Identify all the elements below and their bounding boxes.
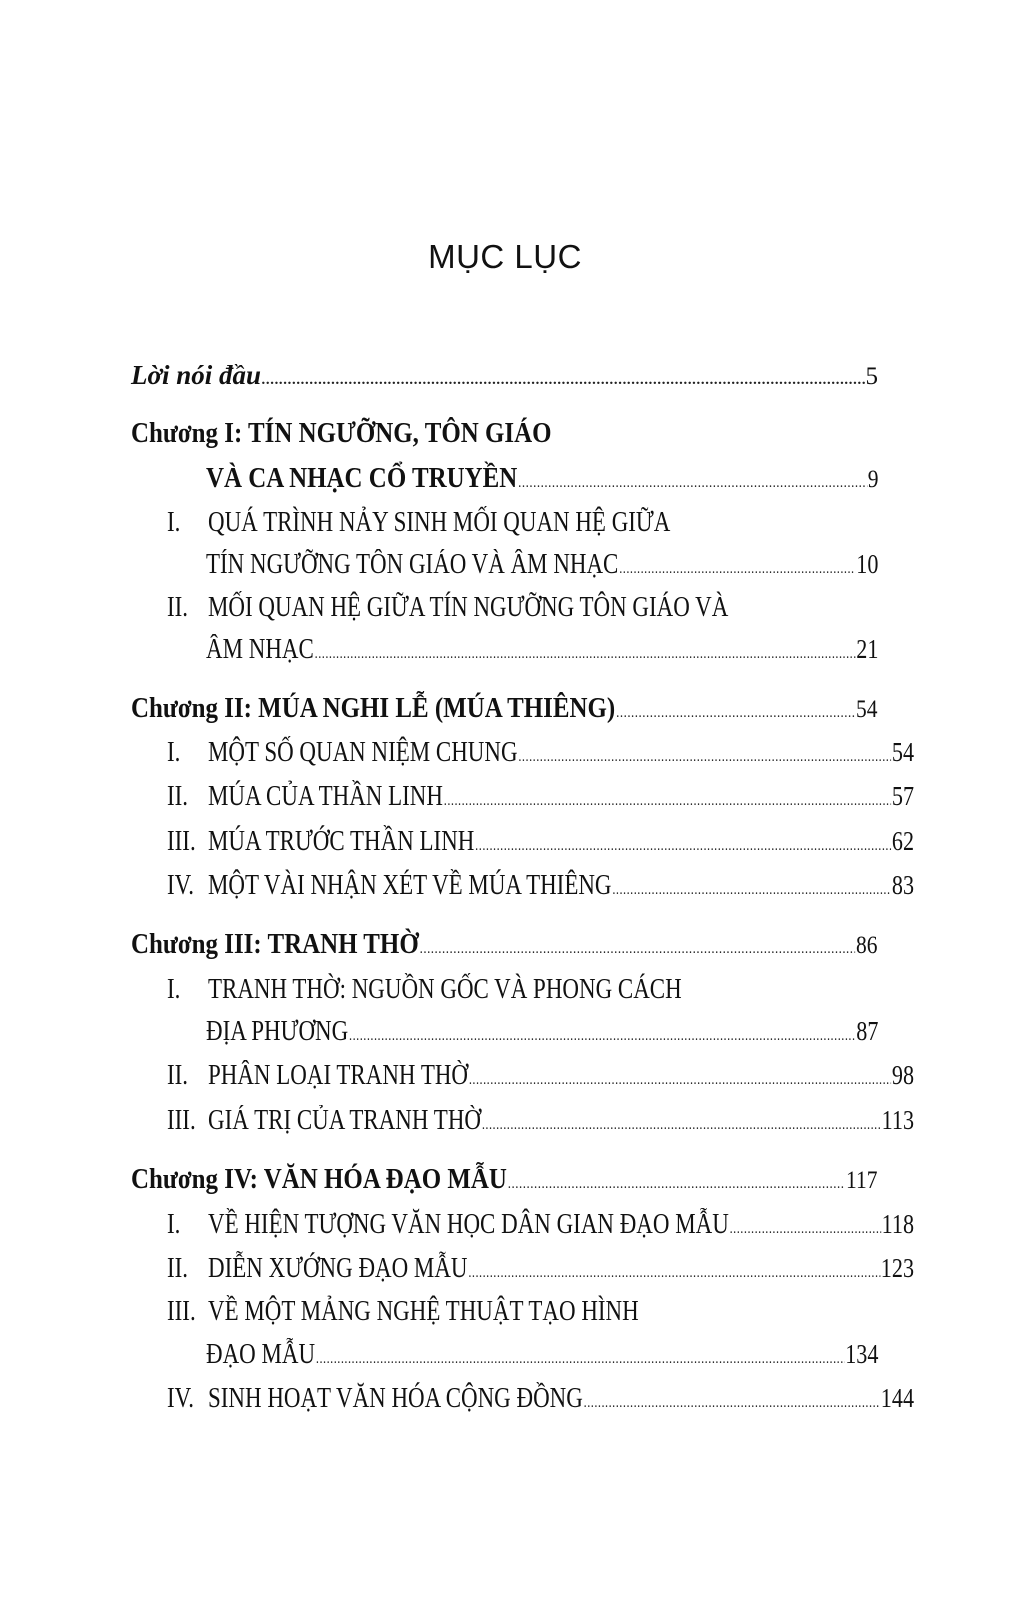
chapter-title: Chương II: MÚA NGHI LỄ (MÚA THIÊNG) <box>131 692 616 724</box>
section-number: II. <box>167 1060 189 1091</box>
toc-page-number: 54 <box>891 737 915 767</box>
toc-page-number: 86 <box>855 932 878 959</box>
section-title: SINH HOẠT VĂN HÓA CỘNG ĐỒNG <box>208 1383 583 1414</box>
section-number: IV. <box>167 870 195 901</box>
section-number: IV. <box>167 1383 195 1414</box>
section-number: II. <box>167 781 189 812</box>
chapter-title: Chương III: TRANH THỜ <box>131 928 419 960</box>
section-title-cont: ÂM NHẠC <box>206 634 314 665</box>
section-title: TRANH THỜ: NGUỒN GỐC VÀ PHONG CÁCH <box>208 974 682 1005</box>
section-title: VỀ HIỆN TƯỢNG VĂN HỌC DÂN GIAN ĐẠO MẪU <box>208 1209 729 1240</box>
toc-page-number: 57 <box>891 781 915 811</box>
section-number: I. <box>167 737 181 768</box>
section-number: III. <box>167 1296 196 1327</box>
toc-page-number: 21 <box>856 634 879 664</box>
section-number: III. <box>167 826 196 857</box>
section-title-cont: ĐẠO MẪU <box>206 1339 316 1370</box>
section-number: I. <box>167 507 181 538</box>
toc-page-number: 98 <box>891 1060 915 1090</box>
dot-leader <box>262 373 864 388</box>
toc-page-number: 5 <box>865 363 878 390</box>
section-number: II. <box>167 1253 189 1284</box>
toc-entry-label: Lời nói đầu <box>131 360 262 390</box>
toc-section-cont[interactable] <box>206 1341 878 1369</box>
section-number: II. <box>167 592 189 623</box>
toc-section[interactable] <box>167 828 914 856</box>
dot-leader <box>420 942 856 957</box>
chapter-title-cont: VÀ CA NHẠC CỔ TRUYỀN <box>206 462 518 494</box>
dot-leader <box>730 1222 881 1237</box>
section-title: MỘT VÀI NHẬN XÉT VỀ MÚA THIÊNG <box>208 870 612 901</box>
section-title: MỘT SỐ QUAN NIỆM CHUNG <box>208 737 518 768</box>
dot-leader <box>518 476 867 491</box>
section-title-cont: ĐỊA PHƯƠNG <box>206 1016 349 1047</box>
toc-chapter-1[interactable] <box>131 419 877 448</box>
section-title: MÚA CỦA THẦN LINH <box>208 781 443 812</box>
dot-leader <box>482 1118 881 1133</box>
page-title: MỤC LỤC <box>428 238 582 275</box>
section-number: I. <box>167 974 181 1005</box>
dot-leader <box>508 1177 845 1192</box>
toc-section[interactable] <box>167 1107 914 1135</box>
toc-section-cont[interactable] <box>206 551 878 579</box>
chapter-title: Chương IV: VĂN HÓA ĐẠO MẪU <box>131 1163 507 1195</box>
toc-section[interactable] <box>167 1062 914 1090</box>
dot-leader <box>584 1396 880 1411</box>
dot-leader <box>315 647 856 662</box>
toc-section[interactable] <box>167 1385 914 1413</box>
toc-chapter-3[interactable] <box>131 930 877 959</box>
toc-page-number: 113 <box>881 1105 915 1135</box>
chapter-title: Chương I: TÍN NGƯỠNG, TÔN GIÁO <box>131 417 552 449</box>
toc-chapter-2[interactable] <box>131 694 877 723</box>
dot-leader <box>469 1073 891 1088</box>
toc-section[interactable] <box>167 594 914 622</box>
dot-leader <box>444 794 891 809</box>
toc-page-number: 54 <box>855 696 878 723</box>
toc-page-number: 123 <box>880 1253 915 1283</box>
toc-page-number: 87 <box>856 1016 879 1046</box>
toc-entry-preface[interactable] <box>131 362 878 389</box>
toc-chapter-4[interactable] <box>131 1165 877 1194</box>
toc-section-cont[interactable] <box>206 1018 878 1046</box>
toc-page-number: 134 <box>845 1339 879 1369</box>
dot-leader <box>518 750 891 765</box>
toc-page-number: 62 <box>891 826 915 856</box>
section-title: GIÁ TRỊ CỦA TRANH THỜ <box>208 1105 481 1136</box>
toc-page-number: 144 <box>880 1383 915 1413</box>
toc-section[interactable] <box>167 1255 914 1283</box>
toc-section[interactable] <box>167 783 914 811</box>
dot-leader <box>619 562 855 577</box>
dot-leader <box>616 706 855 721</box>
section-title: DIỄN XƯỚNG ĐẠO MẪU <box>208 1253 468 1284</box>
section-title: MÚA TRƯỚC THẦN LINH <box>208 826 475 857</box>
toc-chapter-1-cont[interactable] <box>206 464 879 493</box>
toc-section[interactable] <box>167 739 914 767</box>
section-title: MỐI QUAN HỆ GIỮA TÍN NGƯỠNG TÔN GIÁO VÀ <box>208 592 729 623</box>
toc-page-number: 9 <box>867 466 879 493</box>
toc-section[interactable] <box>167 976 914 1004</box>
section-title: VỀ MỘT MẢNG NGHỆ THUẬT TẠO HÌNH <box>208 1296 639 1327</box>
dot-leader <box>612 883 891 898</box>
section-title-cont: TÍN NGƯỠNG TÔN GIÁO VÀ ÂM NHẠC <box>206 549 619 580</box>
toc-section[interactable] <box>167 509 914 537</box>
dot-leader <box>468 1266 880 1281</box>
toc-section[interactable] <box>167 1211 914 1239</box>
toc-section[interactable] <box>167 872 914 900</box>
toc-page-number: 117 <box>846 1167 878 1194</box>
section-number: III. <box>167 1105 196 1136</box>
toc-page-number: 10 <box>856 549 879 579</box>
dot-leader <box>349 1029 855 1044</box>
section-title: PHÂN LOẠI TRANH THỜ <box>208 1060 469 1091</box>
toc-section[interactable] <box>167 1298 914 1326</box>
dot-leader <box>475 839 891 854</box>
toc-section-cont[interactable] <box>206 636 878 664</box>
section-title: QUÁ TRÌNH NẢY SINH MỐI QUAN HỆ GIỮA <box>208 507 671 538</box>
toc-page-number: 83 <box>891 870 915 900</box>
toc-page-number: 118 <box>881 1209 915 1239</box>
section-number: I. <box>167 1209 181 1240</box>
dot-leader <box>316 1352 844 1367</box>
